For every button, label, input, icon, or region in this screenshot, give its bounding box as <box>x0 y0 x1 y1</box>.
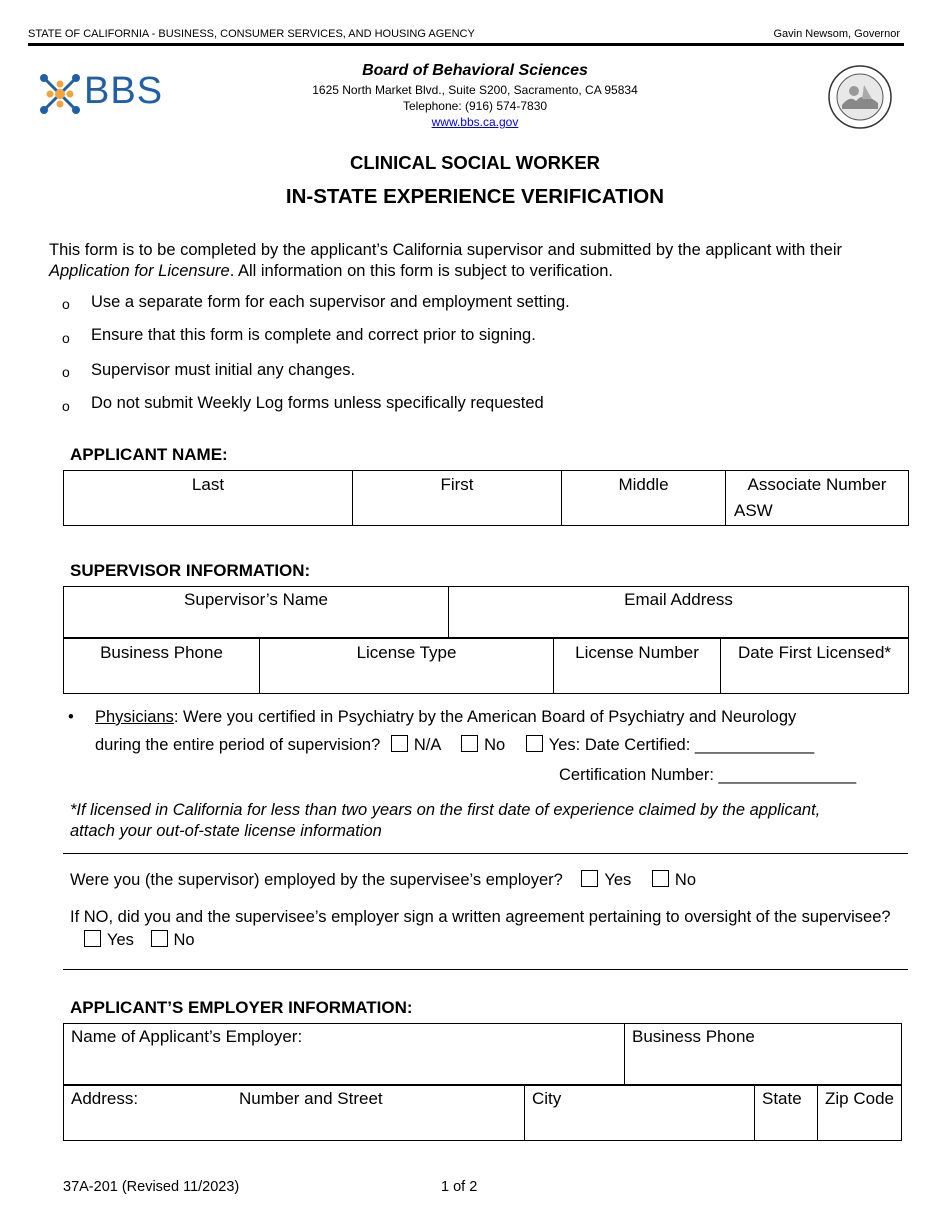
agency-header: STATE OF CALIFORNIA - BUSINESS, CONSUMER SERVICES, AND HOUSING AGENCY <box>28 28 475 40</box>
physicians-question-line1 <box>95 708 796 727</box>
agreement-yes-label: Yes <box>107 931 134 949</box>
bbs-logo <box>38 72 188 116</box>
employer-zip-cell[interactable] <box>818 1086 902 1141</box>
header-rule <box>28 43 904 46</box>
license-type-cell[interactable] <box>260 639 554 694</box>
applicant-name-table <box>63 470 909 526</box>
associate-number-cell[interactable] <box>726 471 909 526</box>
board-website-link[interactable]: www.bbs.ca.gov <box>431 115 519 129</box>
form-id: 37A-201 (Revised 11/2023) <box>63 1179 240 1195</box>
associate-number-label: Associate Number <box>747 475 887 494</box>
employed-question-text: Were you (the supervisor) employed by the supervisee’s employer? <box>70 871 563 889</box>
bullet-marker: o <box>62 330 70 346</box>
employer-row2-table <box>63 1085 902 1141</box>
employer-state-cell[interactable] <box>755 1086 818 1141</box>
agreement-no-checkbox[interactable] <box>151 930 168 947</box>
employer-info-heading: APPLICANT’S EMPLOYER INFORMATION: <box>70 998 413 1017</box>
bullet-marker: o <box>62 296 70 312</box>
email-address-label: Email Address <box>624 590 733 609</box>
board-telephone: Telephone: (916) 574-7830 <box>402 99 548 113</box>
license-number-label: License Number <box>575 643 699 662</box>
employer-city-cell[interactable] <box>525 1086 755 1141</box>
intro-bullet-3: Supervisor must initial any changes. <box>91 361 356 379</box>
employer-name-label: Name of Applicant’s Employer: <box>71 1027 303 1046</box>
bbs-logo-text: BBS <box>84 70 164 112</box>
first-name-label: First <box>440 475 474 494</box>
employer-city-label: City <box>532 1089 562 1108</box>
physicians-question-line2 <box>95 735 814 755</box>
california-seal <box>828 65 892 129</box>
board-name: Board of Behavioral Sciences <box>362 62 588 79</box>
agreement-question-text: If NO, did you and the supervisee’s employer sign a written agreement pertaining to oversight of the supervisee? <box>70 908 891 926</box>
title-line2: IN-STATE EXPERIENCE VERIFICATION <box>285 185 665 208</box>
email-address-cell[interactable] <box>449 587 909 638</box>
employed-no-label: No <box>674 871 696 889</box>
bbs-logo-icon <box>38 72 82 116</box>
supervisor-row2-table <box>63 638 909 694</box>
employer-address-label: Address: <box>71 1089 139 1108</box>
employer-zip-label: Zip Code <box>825 1089 894 1108</box>
employed-yes-checkbox[interactable] <box>581 870 598 887</box>
certification-number-field[interactable]: Certification Number: _______________ <box>559 766 857 784</box>
agreement-question <box>70 906 900 952</box>
first-name-cell[interactable] <box>353 471 562 526</box>
divider <box>63 969 908 970</box>
middle-name-cell[interactable] <box>562 471 726 526</box>
supervisor-name-label: Supervisor’s Name <box>184 590 328 609</box>
business-phone-label: Business Phone <box>100 643 223 662</box>
license-number-cell[interactable] <box>554 639 721 694</box>
employer-phone-label: Business Phone <box>632 1027 755 1046</box>
bullet-marker: o <box>62 398 70 414</box>
associate-number-prefix: ASW <box>734 501 773 520</box>
business-phone-cell[interactable] <box>64 639 260 694</box>
page-number: 1 of 2 <box>441 1179 478 1195</box>
supervisor-name-cell[interactable] <box>64 587 449 638</box>
agreement-no-label: No <box>173 931 195 949</box>
employer-phone-cell[interactable] <box>625 1024 902 1085</box>
governor-header: Gavin Newsom, Governor <box>773 28 900 40</box>
date-first-licensed-label: Date First Licensed* <box>737 643 892 662</box>
divider <box>63 853 908 854</box>
employed-no-checkbox[interactable] <box>652 870 669 887</box>
na-checkbox[interactable] <box>391 735 408 752</box>
applicant-name-heading: APPLICANT NAME: <box>70 445 228 464</box>
no-label: No <box>484 736 506 754</box>
intro-bullet-4: Do not submit Weekly Log forms unless specifically requested <box>91 394 544 412</box>
last-name-cell[interactable] <box>64 471 353 526</box>
title-line1: CLINICAL SOCIAL WORKER <box>349 152 601 173</box>
no-checkbox[interactable] <box>461 735 478 752</box>
physicians-q1: : Were you certified in Psychiatry by the American Board of Psychiatry and Neurology <box>173 708 797 726</box>
intro-text-after: . All information on this form is subject to verification. <box>229 262 614 280</box>
physicians-label: Physicians <box>95 708 174 726</box>
employer-street-cell[interactable] <box>64 1086 525 1141</box>
intro-bullet-2: Ensure that this form is complete and correct prior to signing. <box>91 326 536 344</box>
supervisor-info-heading: SUPERVISOR INFORMATION: <box>70 561 311 580</box>
date-first-licensed-cell[interactable] <box>721 639 909 694</box>
license-type-label: License Type <box>356 643 457 662</box>
seal-icon <box>828 65 892 129</box>
yes-checkbox[interactable] <box>526 735 543 752</box>
supervisor-row1-table <box>63 586 909 638</box>
intro-text-before: This form is to be completed by the applicant’s California supervisor and submitted by the applicant with their <box>49 241 843 259</box>
employed-yes-label: Yes <box>604 871 632 889</box>
intro-text-italic: Application for Licensure <box>49 262 230 280</box>
last-name-label: Last <box>191 475 225 494</box>
physicians-bullet: • <box>68 708 74 726</box>
board-address: 1625 North Market Blvd., Suite S200, Sacramento, CA 95834 <box>312 83 638 97</box>
yes-date-certified-label: Yes: Date Certified: _____________ <box>548 736 815 754</box>
employed-question <box>70 870 696 890</box>
employer-row1-table <box>63 1023 902 1085</box>
bullet-marker: o <box>62 364 70 380</box>
intro-paragraph <box>49 240 909 282</box>
employer-street-label: Number and Street <box>239 1089 383 1108</box>
employer-name-cell[interactable] <box>64 1024 625 1085</box>
employer-state-label: State <box>762 1089 802 1108</box>
license-footnote: *If licensed in California for less than two years on the first date of experience claimed by the applicant, attach your out-of-state license information <box>70 801 821 840</box>
middle-name-label: Middle <box>618 475 669 494</box>
physicians-q2: during the entire period of supervision? <box>95 736 381 754</box>
intro-bullet-1: Use a separate form for each supervisor and employment setting. <box>91 293 570 311</box>
na-label: N/A <box>413 736 441 754</box>
agreement-yes-checkbox[interactable] <box>84 930 101 947</box>
